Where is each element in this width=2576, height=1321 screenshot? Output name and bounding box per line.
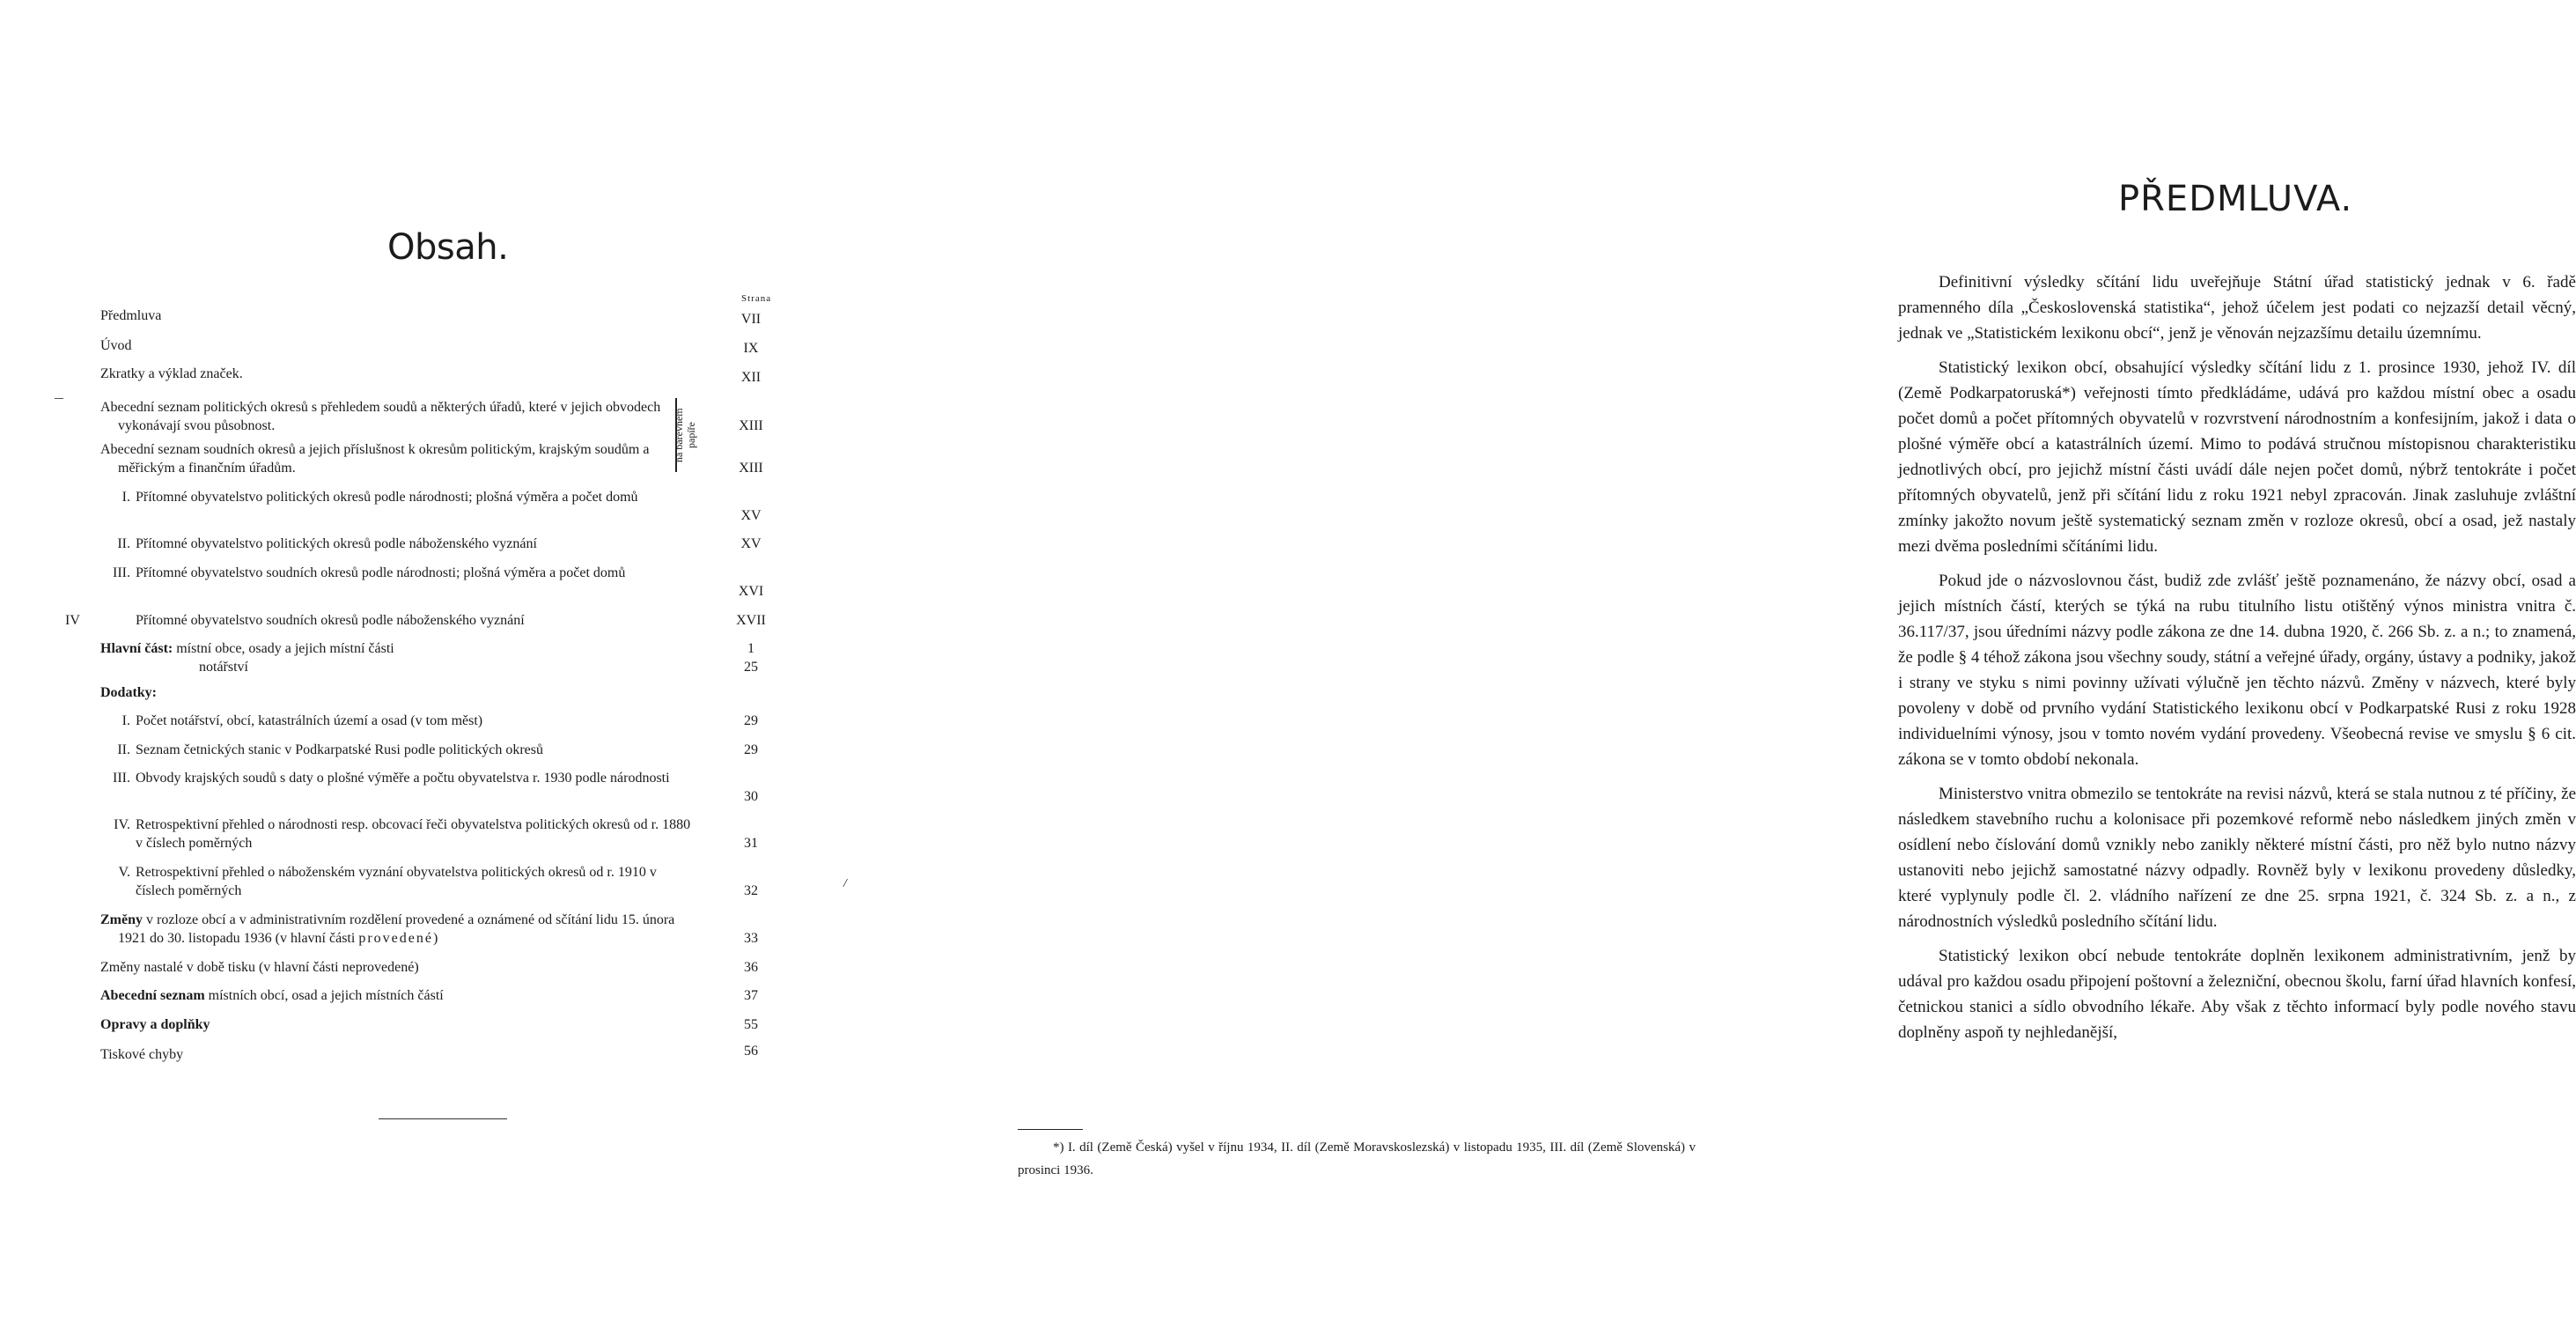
toc-entry-text: Přítomné obyvatelstvo politických okresů podle národnosti; plošná výměra a počet domů: [136, 490, 638, 505]
toc-entry-page: IX: [743, 341, 759, 356]
toc-entry-title: Předmluva: [100, 308, 162, 323]
toc-entry-page: 1: [747, 641, 754, 656]
toc-entry-title: [100, 535, 696, 553]
toc-subentry-notarstvi: notářství: [199, 660, 248, 675]
toc-entry-number: III.: [113, 565, 130, 580]
toc-entry-bold-label: Změny: [100, 912, 143, 927]
preface-paragraph: Ministerstvo vnitra obmezilo se tentokráte na revisi názvů, která se stala nutnou z té příčiny, že následkem stavebního ruchu a kolonisace při pozemkové reformě nebo následkem jiných změn v osídlení nebo číslování domů vznikly nebo zanikly některé místní části, pro něž bylo nutno názvy ustanoviti nebo jejichž samostatné názvy odpadly. Rovněž byly v lexikonu provedeny důsledky, které vyplynuly podle čl. 2. vládního nařízení ze dne 25. srpna 1921, č. 324 Sb. z. a n., z národnostních výsledků posledního sčítání lidu.: [1898, 785, 2576, 931]
preface-paragraph: Pokud jde o názvoslovnou část, budiž zde zvlášť ještě poznamenáno, že názvy obcí, osad a jejich místních částí, kterých se týká na rubu titulního listu otištěný výnos ministra vnitra č. 36.117/37, jsou úředními názvy podle zákona ze dne 14. dubna 1920, č. 266 Sb. z. a n.; to znamená, že podle § 4 téhož zákona jsou všechny soudy, státní a veřejné úřady, orgány, ústavy a podniky, jakož i strany ve styku s nimi povinny užívati výlučně jen těchto názvů. Změny v názvech, které byly povoleny v době od prvního vydání Statistického lexikonu obcí v Podkarpatské Rusi z roku 1928 individuelními výnosy, jsou v tomto novém vydání provedeny. Všeobecná revise ve smyslu § 6 cit. zákona se v tomto období nekonala.: [1898, 572, 2576, 769]
toc-entry-title: Abecední seznam politických okresů s přehledem soudů a některých úřadů, které v jejich obvodech vykonávají svou působnost.: [100, 400, 661, 433]
toc-entry-title: Abecední seznam soudních okresů a jejich příslušnost k okresům politickým, krajským soudům a měřickým a finančním úřadům.: [100, 442, 650, 476]
toc-entry-title: Tiskové chyby: [100, 1047, 184, 1062]
toc-entry-title: [100, 741, 696, 759]
colored-paper-note: na barevném papíře: [673, 408, 697, 462]
toc-entry-text: Přítomné obyvatelstvo soudních okresů podle národnosti; plošná výměra a počet domů: [136, 565, 626, 580]
toc-entry-number: V.: [118, 865, 130, 880]
toc-entry-number: III.: [113, 771, 130, 786]
right-page-preface: [880, 0, 2576, 1321]
toc-entry-appendix-3[interactable]: [100, 769, 782, 806]
toc-entry-title: Změny nastalé v době tisku (v hlavní části neprovedené): [100, 960, 419, 975]
preface-paragraph: Statistický lexikon obcí nebude tentokráte doplněn lexikonem administrativním, jenž by udával pro každou osadu připojení poštovní a železniční, obecnou školu, farní úřad hlavních konfesí, četnickou stanici a sídlo obvodního lékaře. Aby však z těchto informací byly podle nového stavu doplněny aspoň ty nejhledanější,: [1898, 947, 2576, 1042]
toc-entry-page: 32: [744, 883, 758, 898]
preface-paragraph: Definitivní výsledky sčítání lidu uveřejňuje Státní úřad statistický jednak v 6. řadě pramenného díla „Československá statistika“, jehož účelem jest podati co nejzazší detail věcný, jednak ve „Statistickém lexikonu obcí“, jenž je věnován nejzazšímu detailu územnímu.: [1898, 273, 2576, 343]
toc-entry-title: [65, 611, 696, 630]
toc-entry-number: I.: [121, 490, 130, 505]
preface-body: [1898, 269, 2576, 1054]
toc-entry-table-1[interactable]: [100, 488, 782, 525]
toc-entry-main-part[interactable]: [100, 639, 782, 676]
toc-entry-text: Přítomné obyvatelstvo politických okresů podle náboženského vyznání: [136, 536, 537, 551]
toc-entry-zmeny[interactable]: [100, 911, 782, 948]
toc-entry-page: XII: [740, 370, 762, 385]
toc-entry-title: [100, 863, 696, 900]
toc-entry-bold-label: Abecední seznam: [100, 988, 205, 1003]
left-page-contents: [0, 0, 880, 1321]
toc-entry-page: XIII: [739, 418, 763, 433]
toc-entry-title: [100, 815, 696, 852]
toc-entry-title: Úvod: [100, 338, 132, 353]
toc-entry-page: 29: [744, 742, 758, 757]
toc-entry-text: Počet notářství, obcí, katastrálních území a osad (v tom měst): [136, 713, 483, 728]
toc-section-label: Dodatky:: [100, 685, 158, 700]
toc-entry-text: Retrospektivní přehled o náboženském vyznání obyvatelstva politických okresů od r. 1910 v číslech poměrných: [136, 865, 657, 898]
toc-entry-number: I.: [121, 713, 130, 728]
toc-entry-spaced-text: provedené): [358, 931, 440, 946]
preface-paragraph: Statistický lexikon obcí, obsahující výsledky sčítání lidu z 1. prosince 1930, jehož IV. díl (Země Podkarpatoruská*) veřejnosti tímto předkládáme, udává pro každou místní obec a osadu počet domů a počet přítomných obyvatelů v rozvrstvení národnostním a konfesijním, jakož i data o plošné výměře obcí a katastrálních území. Mimo to podává stručnou místopisnou charakteristiku jednotlivých obcí, pro jejichž místní části uvádí dále nejen počet domů, nýbrž tentokráte i počet přítomných obyvatelů, jenž při sčítání lidu z roku 1921 nebyl zpracován. Jinak zasluhuje zvláštní zmínky jakožto novum ještě systematický seznam změn v rozloze okresů, obcí a osad, jež nastaly mezi dvěma posledními sčítáními lidu.: [1898, 358, 2576, 556]
toc-entry-title: Opravy a doplňky: [100, 1017, 210, 1032]
toc-entry-title: [100, 488, 696, 506]
toc-entry-number: IV: [65, 613, 80, 628]
toc-entry-page: 55: [744, 1017, 758, 1032]
toc-entry-text: místních obcí, osad a jejich místních částí: [208, 988, 444, 1003]
toc-entry-page: 31: [744, 836, 758, 851]
toc-entry-page: XVII: [736, 613, 766, 628]
toc-entry-page: XV: [740, 536, 762, 551]
margin-mark: [55, 398, 63, 399]
end-divider: [379, 1118, 507, 1119]
toc-entry-page: XVI: [738, 584, 764, 599]
toc-entry-page: VII: [740, 312, 762, 327]
toc-entry-table-3[interactable]: [100, 564, 782, 601]
toc-entry-page: 56: [744, 1044, 758, 1059]
toc-entry-title: [100, 639, 681, 658]
toc-entry-appendix-4[interactable]: [100, 815, 782, 852]
toc-entry-text: Obvody krajských soudů s daty o plošné výměře a počtu obyvatelstva r. 1930 podle národnosti: [136, 771, 670, 786]
toc-entry-page: XIII: [739, 461, 763, 476]
toc-entry-text: Seznam četnických stanic v Podkarpatské Rusi podle politických okresů: [136, 742, 543, 757]
toc-entry-bold-label: Hlavní část:: [100, 641, 173, 656]
toc-entry-page: XV: [740, 508, 762, 523]
toc-entry-number: II.: [117, 536, 130, 551]
stray-mark: /: [843, 877, 847, 890]
footnote-rule: [1018, 1129, 1083, 1130]
toc-entry-title: [100, 986, 681, 1005]
toc-entry-title: Zkratky a výklad značek.: [100, 366, 243, 381]
toc-entry-page: 37: [744, 988, 758, 1003]
toc-entry-page: 33: [744, 931, 758, 946]
toc-entry-page: 29: [744, 713, 758, 728]
toc-entry-title: [100, 769, 696, 787]
footnote: *) I. díl (Země Česká) vyšel v říjnu 1934, II. díl (Země Moravskoslezská) v listopadu 1935, III. díl (Země Slovenská) v prosinci 1936.: [1018, 1140, 1696, 1177]
toc-entry-page: 36: [744, 960, 758, 975]
toc-entry-title: [100, 911, 681, 948]
contents-title: Obsah.: [387, 227, 509, 268]
toc-subentry-page: 25: [744, 660, 758, 675]
toc-entry-number: IV.: [114, 817, 130, 832]
toc-entry-text: Retrospektivní přehled o národnosti resp. obcovací řeči obyvatelstva politických okresů od r. 1880 v číslech poměrných: [136, 817, 691, 851]
toc-entry-title: [100, 564, 696, 582]
toc-entry-page: 30: [744, 789, 758, 804]
toc-entry-appendix-5[interactable]: [100, 863, 782, 900]
toc-entry-text: v rozloze obcí a v administrativním rozdělení provedené a oznámené od sčítání lidu 15. února 1921 do 30. listopadu 1936 (v hlavní části: [118, 912, 675, 946]
page-column-header: Strana: [741, 293, 772, 304]
preface-title: PŘEDMLUVA.: [2118, 179, 2353, 219]
toc-entry-text: Přítomné obyvatelstvo soudních okresů podle náboženského vyznání: [136, 613, 525, 628]
toc-entry-number: II.: [117, 742, 130, 757]
toc-entry-title: [100, 712, 696, 730]
toc-entry-text: místní obce, osady a jejich místní části: [176, 641, 394, 656]
